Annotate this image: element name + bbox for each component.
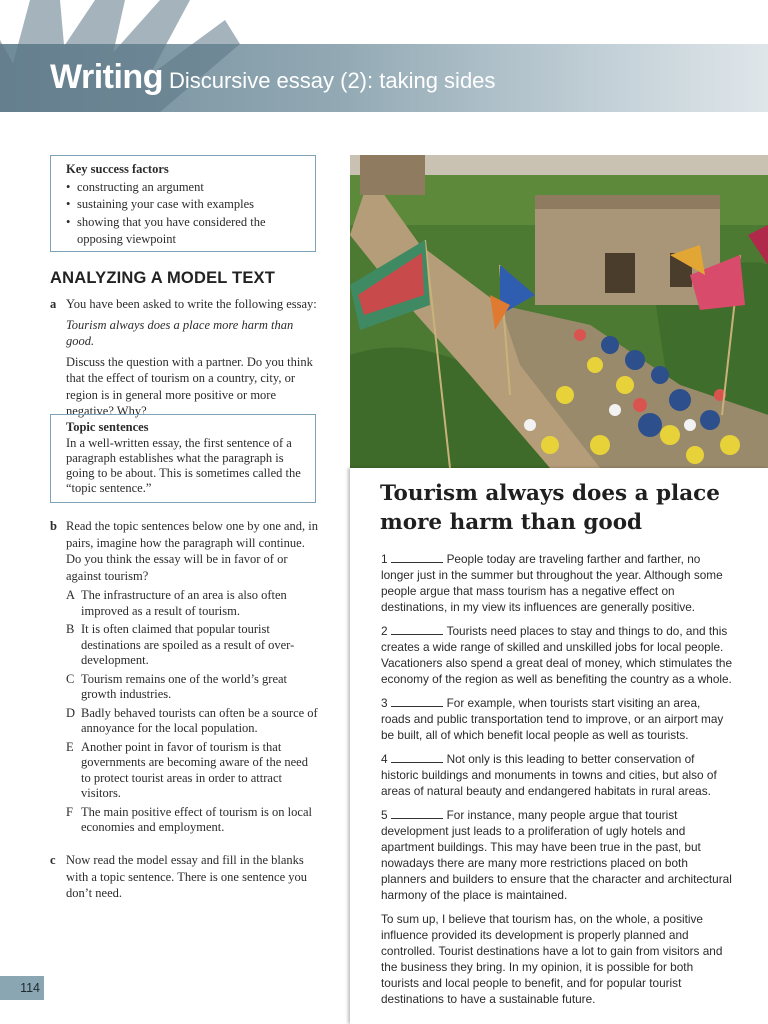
- paragraph-text: Tourists need places to stay and things to do, and this creates a wide range of skilled and unskilled jobs for local people. Vacationers also spend a great deal of money, which stimulates the economy of the region as well as benefiting the country as a whole.: [381, 624, 733, 686]
- title-main: Writing: [50, 58, 163, 96]
- option-item: [66, 740, 318, 802]
- option-text: Badly behaved tourists can often be a source of annoyance for the local population.: [81, 705, 318, 735]
- option-letter: C: [66, 671, 75, 686]
- essay-title: Tourism always does a place more harm than good: [380, 481, 720, 535]
- paragraph-text: For instance, many people argue that tourist development just leads to a proliferation of ugly hotels and apartment buildings. This may have been true in the past, but nowadays there are many more restrictions placed on both planners and builders to ensure that the character and architectural harmony of the place is maintained.: [381, 808, 732, 902]
- section-heading: ANALYZING A MODEL TEXT: [50, 269, 276, 287]
- blank-number: 3: [381, 696, 388, 710]
- exercise-label: a: [50, 297, 57, 311]
- paragraph-text: For example, when tourists start visiting an area, roads and public transportation tend to improve, or an airport may be built, all of which benefit local people as well as tourists.: [381, 696, 724, 742]
- topic-box-text: In a well-written essay, the first sentence of a paragraph establishes what the paragraph is going to be about. This is sometimes called the “topic sentence.”: [66, 436, 301, 495]
- topic-sentence-options: [66, 588, 318, 839]
- essay-paragraph: [381, 751, 733, 799]
- list-item: • constructing an argument: [66, 179, 301, 197]
- key-success-title: Key success factors: [66, 162, 169, 176]
- option-letter: B: [66, 622, 75, 636]
- exercise-c: [50, 852, 318, 902]
- photo-illustration: [350, 155, 768, 468]
- option-text: It is often claimed that popular tourist destinations are spoiled as a result of over-development.: [81, 622, 295, 667]
- option-letter: D: [66, 705, 76, 720]
- option-text: Another point in favor of tourism is that governments are becoming aware of the need to protect tourist areas in order to attract visitors.: [81, 739, 308, 800]
- fill-blank[interactable]: [391, 696, 443, 707]
- essay-paragraph: [381, 807, 733, 903]
- blank-number: 2: [381, 624, 388, 638]
- essay-paragraph: [381, 695, 733, 743]
- exercise-b: [50, 518, 318, 584]
- model-essay: [381, 551, 733, 1015]
- option-item: [66, 805, 318, 836]
- blank-number: 4: [381, 752, 388, 766]
- page-title: [50, 58, 495, 97]
- fill-blank[interactable]: [391, 752, 443, 763]
- exercise-text: You have been asked to write the following essay:: [66, 297, 317, 311]
- exercise-label: b: [50, 519, 57, 533]
- option-item: [66, 622, 318, 669]
- exercise-label: c: [50, 853, 56, 867]
- key-success-factors-box: [50, 155, 316, 252]
- exercise-text: Read the topic sentences below one by one and, in pairs, imagine how the paragraph will continue. Do you think the essay will be in favor of or against tourism?: [66, 519, 319, 583]
- list-item: • sustaining your case with examples: [66, 196, 301, 214]
- exercise-text: Now read the model essay and fill in the blanks with a topic sentence. There is one sentence you don’t need.: [66, 853, 308, 900]
- option-item: [66, 588, 318, 619]
- topic-sentences-box: [50, 414, 316, 503]
- list-item: • showing that you have considered the opposing viewpoint: [66, 214, 301, 249]
- option-text: The infrastructure of an area is also often improved as a result of tourism.: [81, 588, 287, 618]
- topic-box-title: Topic sentences: [66, 420, 149, 434]
- essay-paragraph: [381, 551, 733, 615]
- page-header: [0, 0, 768, 112]
- option-letter: F: [66, 804, 73, 819]
- option-letter: E: [66, 739, 74, 754]
- essay-prompt: Tourism always does a place more harm than good.: [66, 317, 294, 348]
- page-number: 114: [0, 976, 44, 1000]
- option-letter: A: [66, 588, 76, 602]
- key-success-list: [66, 179, 301, 249]
- fill-blank[interactable]: [391, 624, 443, 635]
- title-sub: Discursive essay (2): taking sides: [168, 68, 496, 93]
- fill-blank[interactable]: [391, 552, 443, 563]
- blank-number: 5: [381, 808, 388, 822]
- exercise-a: [50, 296, 318, 420]
- exercise-text: Discuss the question with a partner. Do you think that the effect of tourism on a country, city, or region is in general more positive or more negative? Why?: [66, 354, 313, 418]
- option-text: The main positive effect of tourism is on local economies and employment.: [81, 804, 312, 834]
- essay-paragraph: [381, 623, 733, 687]
- paragraph-text: People today are traveling farther and farther, no longer just in the summer but throughout the year. Although some people argue that mass tourism has a negative effect on destinations, in my view its influences are generally positive.: [381, 552, 723, 614]
- option-item: [66, 706, 318, 737]
- option-item: [66, 672, 318, 703]
- blank-number: 1: [381, 552, 388, 566]
- essay-conclusion: To sum up, I believe that tourism has, on the whole, a positive influence provided its development is properly planned and controlled. Tourist destinations have a lot to gain from visitors and the business they bring. In my opinion, it is possible for both tourists and local people to benefit, and for popular tourist destinations to have a sustainable future.: [381, 912, 723, 1006]
- fill-blank[interactable]: [391, 808, 443, 819]
- paragraph-text: Not only is this leading to better conservation of historic buildings and monuments in towns and cities, but also of areas of natural beauty and endangered habitats in rural areas.: [381, 752, 717, 798]
- great-wall-photo: [350, 155, 768, 468]
- option-text: Tourism remains one of the world’s great growth industries.: [81, 671, 288, 701]
